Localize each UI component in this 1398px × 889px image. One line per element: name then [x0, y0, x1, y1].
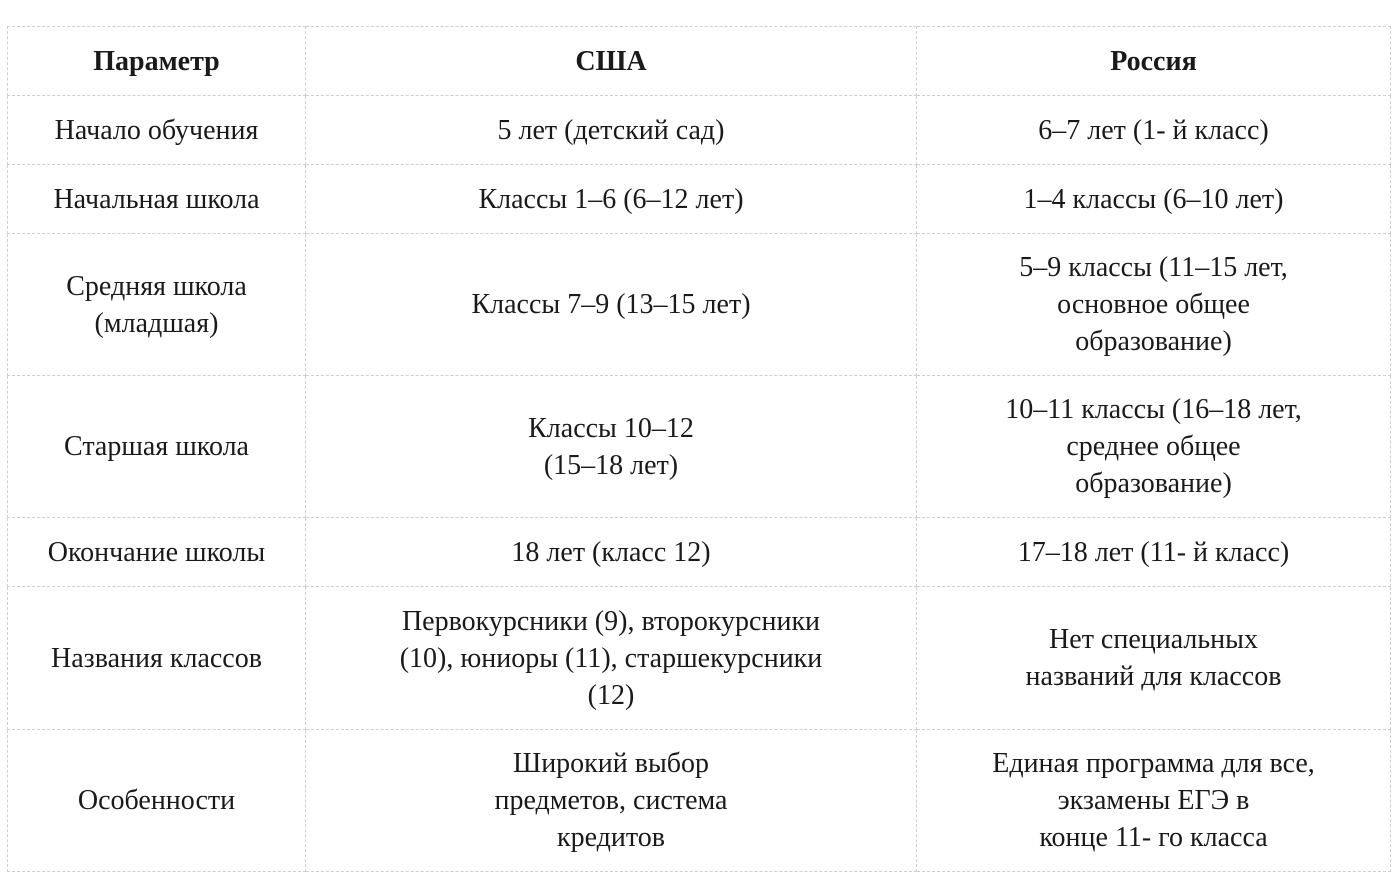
- header-parameter: Параметр: [8, 27, 306, 96]
- cell-russia: 6–7 лет (1- й класс): [917, 96, 1391, 165]
- cell-russia: 5–9 классы (11–15 лет, основное общее образование): [917, 234, 1391, 376]
- table-row: [8, 234, 1391, 376]
- cell-parameter: Названия классов: [8, 587, 306, 730]
- cell-russia: 17–18 лет (11- й класс): [917, 518, 1391, 587]
- cell-russia: 10–11 классы (16–18 лет, среднее общее образование): [917, 376, 1391, 518]
- table-row: [8, 96, 1391, 165]
- table-row: [8, 165, 1391, 234]
- header-row: [8, 27, 1391, 96]
- cell-parameter: Начальная школа: [8, 165, 306, 234]
- cell-parameter: Особенности: [8, 730, 306, 872]
- table-row: [8, 730, 1391, 872]
- cell-russia: Нет специальных названий для классов: [917, 587, 1391, 730]
- table-row: [8, 376, 1391, 518]
- header-usa: США: [306, 27, 917, 96]
- cell-usa: Широкий выбор предметов, система кредитов: [306, 730, 917, 872]
- cell-parameter: Старшая школа: [8, 376, 306, 518]
- comparison-table: [7, 26, 1391, 872]
- cell-usa: Классы 1–6 (6–12 лет): [306, 165, 917, 234]
- cell-parameter: Средняя школа (младшая): [8, 234, 306, 376]
- table-row: [8, 518, 1391, 587]
- cell-russia: 1–4 классы (6–10 лет): [917, 165, 1391, 234]
- cell-usa: Классы 10–12 (15–18 лет): [306, 376, 917, 518]
- header-russia: Россия: [917, 27, 1391, 96]
- table-row: [8, 587, 1391, 730]
- cell-parameter: Начало обучения: [8, 96, 306, 165]
- cell-usa: 18 лет (класс 12): [306, 518, 917, 587]
- cell-usa: Классы 7–9 (13–15 лет): [306, 234, 917, 376]
- cell-usa: 5 лет (детский сад): [306, 96, 917, 165]
- cell-russia: Единая программа для все, экзамены ЕГЭ в конце 11- го класса: [917, 730, 1391, 872]
- cell-parameter: Окончание школы: [8, 518, 306, 587]
- cell-usa: Первокурсники (9), второкурсники (10), юниоры (11), старшекурсники (12): [306, 587, 917, 730]
